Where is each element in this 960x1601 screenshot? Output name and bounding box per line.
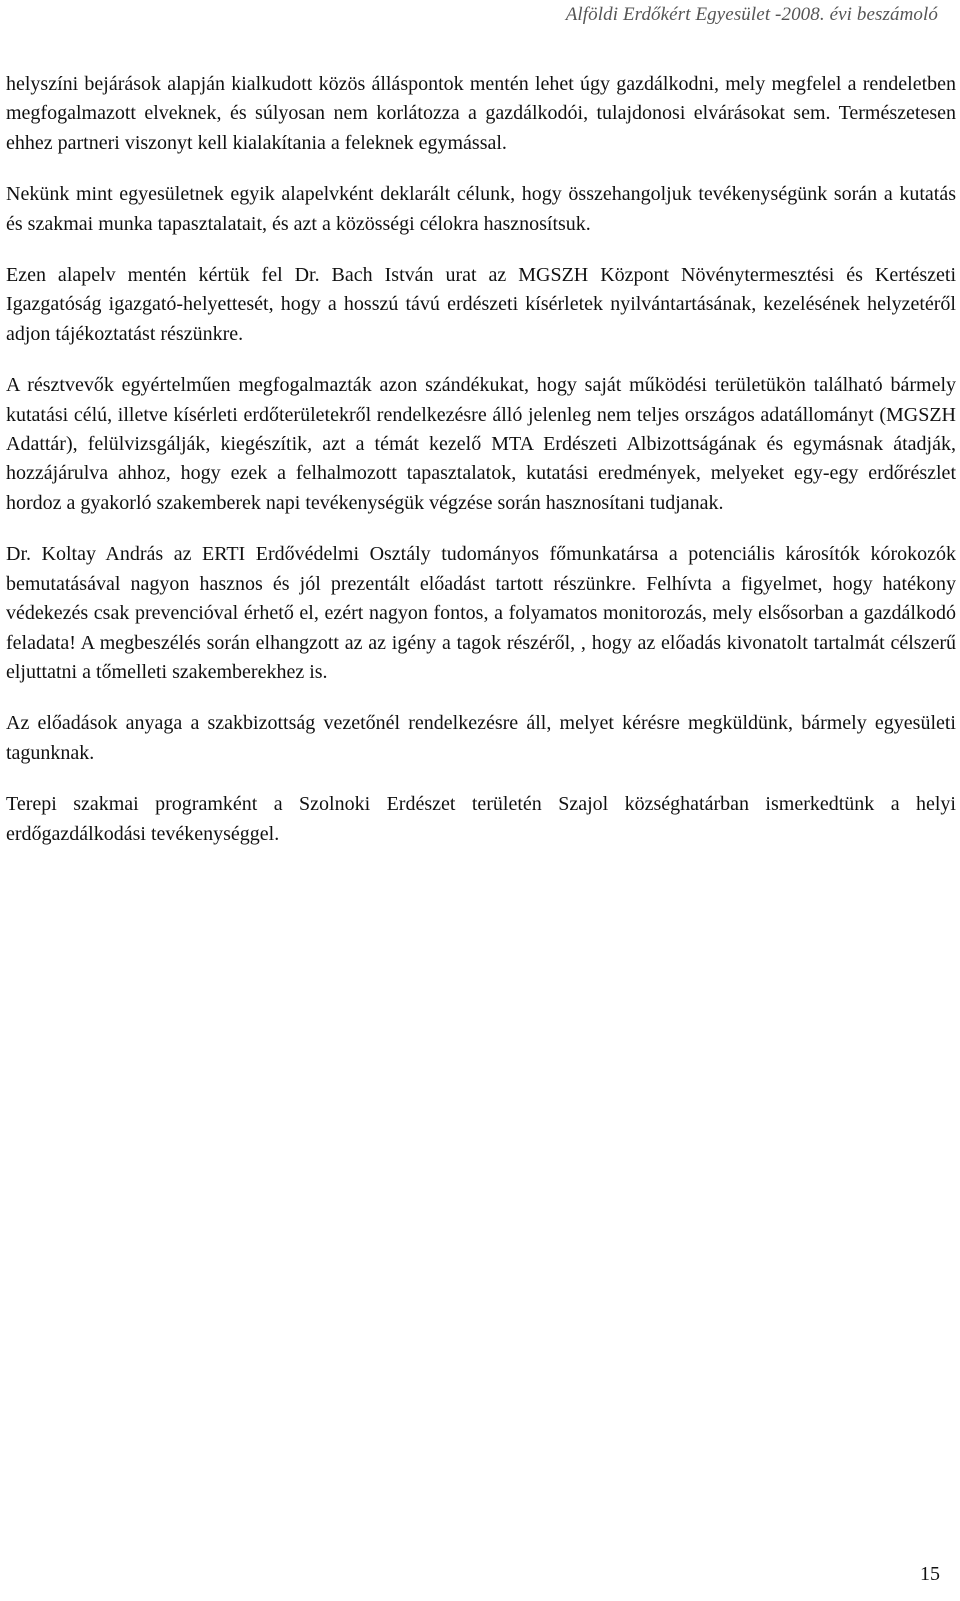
paragraph-field-program: Terepi szakmai programként a Szolnoki Erdészet területén Szajol községhatárban ismerkedtünk a helyi erdőgazdálkodási tevékenységgel. — [6, 793, 956, 845]
document-body — [6, 70, 956, 871]
paragraph-materials-available: Az előadások anyaga a szakbizottság vezetőnél rendelkezésre áll, melyet kérésre megküldünk, bármely egyesületi tagunknak. — [6, 712, 956, 764]
paragraph-koltay-presentation: Dr. Koltay András az ERTI Erdővédelmi Osztály tudományos főmunkatársa a potenciális károsítók kórokozók bemutatásával nagyon hasznos és jól prezentált előadást tartott részünkre. Felhívta a figyelmet, hogy hatékony védekezés csak prevencióval érhető el, ezért nagyon fontos, a folyamatos monitorozás, mely elsősorban a gazdálkodó feladata! A megbeszélés során elhangzott az az igény a tagok részéről, , hogy az előadás kivonatolt tartalmát célszerű eljuttatni a tőmelleti szakemberekhez is. — [6, 543, 956, 683]
page-number: 15 — [920, 1563, 940, 1585]
paragraph-bach-invitation: Ezen alapelv mentén kértük fel Dr. Bach István urat az MGSZH Központ Növénytermesztési és Kertészeti Igazgatóság igazgató-helyettesét, hogy a hosszú távú erdészeti kísérletek nyilvántartásának, kezelésének helyzetéről adjon tájékoztatást részünkre. — [6, 264, 956, 345]
running-header: Alföldi Erdőkért Egyesület -2008. évi beszámoló — [565, 4, 938, 25]
paragraph-participants-intent: A résztvevők egyértelműen megfogalmazták azon szándékukat, hogy saját működési területükön található bármely kutatási célú, illetve kísérleti erdőterületekről rendelkezésre álló jelenleg nem teljes országos adatállományt (MGSZH Adattár), felülvizsgálják, kiegészítik, azt a témát kezelő MTA Erdészeti Albizottságának és egymásnak átadják, hozzájárulva ahhoz, hogy ezek a felhalmozott tapasztalatok, kutatási eredmények, melyeket egy-egy erdőrészlet hordoz a gyakorló szakemberek napi tevékenységük végzése során hasznosítani tudjanak. — [6, 374, 956, 514]
paragraph-landowner-expectations: helyszíni bejárások alapján kialkudott közös álláspontok mentén lehet úgy gazdálkodni, mely megfelel a rendeletben megfogalmazott elveknek, és súlyosan nem korlátozza a gazdálkodói, tulajdonosi elvárásokat sem. Természetesen ehhez partneri viszonyt kell kialakítania a feleknek egymással. — [6, 73, 956, 154]
paragraph-association-goal: Nekünk mint egyesületnek egyik alapelvként deklarált célunk, hogy összehangoljuk tevékenységünk során a kutatás és szakmai munka tapasztalatait, és azt a közösségi célokra hasznosítsuk. — [6, 183, 956, 235]
